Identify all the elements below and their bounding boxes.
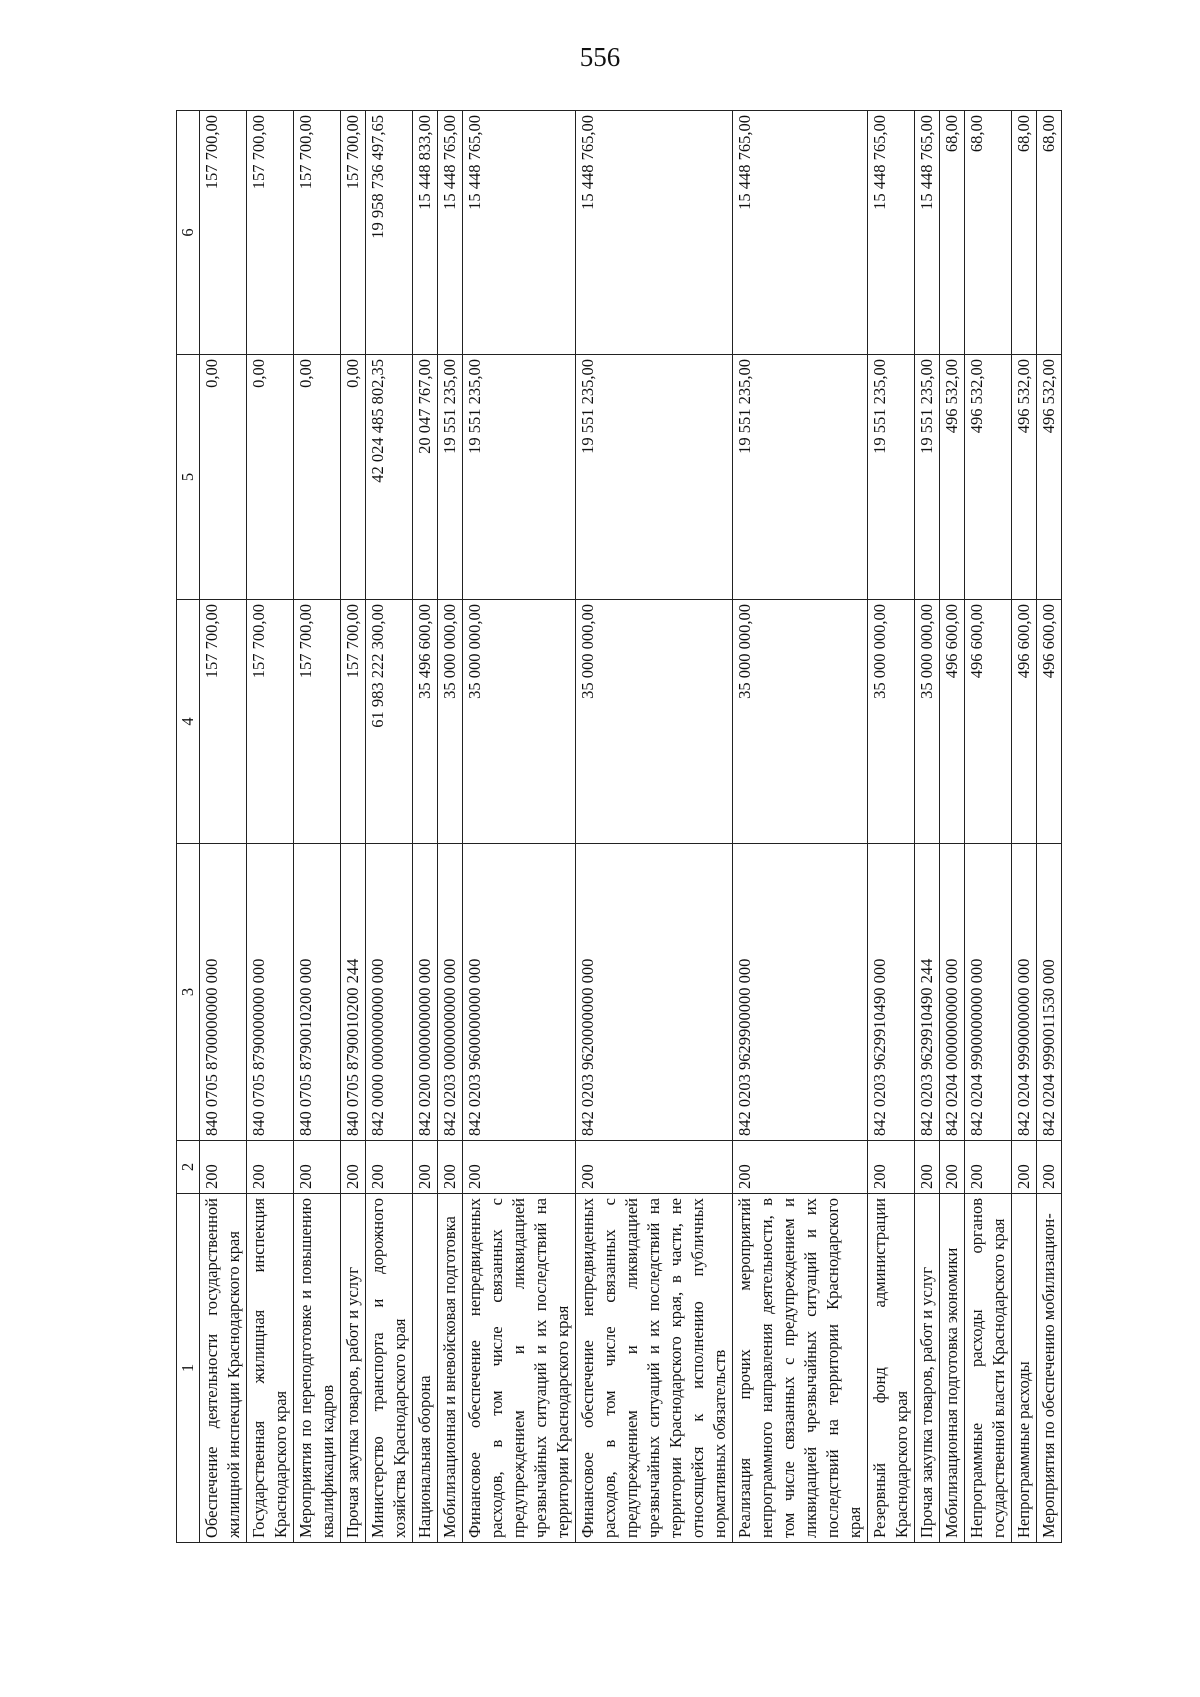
page-number: 556 <box>579 42 621 72</box>
table-row <box>463 111 576 1543</box>
cell-name: Министерство транспорта и дорожного хозяйства Краснодарского края <box>366 1194 413 1543</box>
cell-amount-executed: 496 532,00 <box>1037 355 1062 600</box>
cell-amount-executed: 19 551 235,00 <box>733 355 868 600</box>
cell-classification-code: 842 0203 0000000000 000 <box>438 844 463 1141</box>
cell-name: Прочая закупка товаров, работ и услуг <box>915 1194 940 1543</box>
cell-code: 200 <box>438 1141 463 1194</box>
cell-amount-executed: 19 551 235,00 <box>438 355 463 600</box>
cell-name: Мобилизационная подготовка экономики <box>940 1194 965 1543</box>
cell-amount-remaining: 15 448 833,00 <box>413 111 438 355</box>
cell-amount-executed: 42 024 485 802,35 <box>366 355 413 600</box>
cell-amount-executed: 0,00 <box>341 355 366 600</box>
column-header: 2 <box>177 1141 200 1194</box>
cell-classification-code: 842 0203 9620000000 000 <box>576 844 733 1141</box>
cell-code: 200 <box>463 1141 576 1194</box>
cell-amount-executed: 19 551 235,00 <box>576 355 733 600</box>
cell-name: Мероприятия по переподготовке и повышению квалификации кадров <box>294 1194 341 1543</box>
cell-amount-planned: 35 000 000,00 <box>463 600 576 844</box>
cell-classification-code: 842 0204 9990000000 000 <box>1012 844 1037 1141</box>
cell-amount-executed: 496 532,00 <box>940 355 965 600</box>
cell-amount-planned: 35 000 000,00 <box>576 600 733 844</box>
cell-code: 200 <box>200 1141 247 1194</box>
cell-classification-code: 840 0705 8790010200 244 <box>341 844 366 1141</box>
cell-classification-code: 842 0203 9629910490 000 <box>868 844 915 1141</box>
cell-amount-remaining: 15 448 765,00 <box>915 111 940 355</box>
cell-code: 200 <box>965 1141 1012 1194</box>
cell-amount-remaining: 15 448 765,00 <box>463 111 576 355</box>
table-row <box>247 111 294 1543</box>
cell-amount-planned: 157 700,00 <box>294 600 341 844</box>
cell-classification-code: 842 0203 9629910490 244 <box>915 844 940 1141</box>
table-row <box>915 111 940 1543</box>
cell-amount-planned: 35 000 000,00 <box>868 600 915 844</box>
cell-name: Мобилизационная и вневойсковая подготовка <box>438 1194 463 1543</box>
table-row <box>733 111 868 1543</box>
cell-name: Реализация прочих мероприятий непрограммного направления деятельности, в том числе связанных с предупреждением и ликвидацией чрезвычайных ситуаций и их последствий на территории Краснодарского края <box>733 1194 868 1543</box>
cell-amount-executed: 0,00 <box>247 355 294 600</box>
cell-amount-planned: 35 000 000,00 <box>438 600 463 844</box>
table-row <box>965 111 1012 1543</box>
cell-amount-remaining: 68,00 <box>1012 111 1037 355</box>
table-row <box>1012 111 1037 1543</box>
cell-amount-executed: 20 047 767,00 <box>413 355 438 600</box>
column-header: 1 <box>177 1194 200 1543</box>
table-row <box>438 111 463 1543</box>
table-row <box>413 111 438 1543</box>
cell-amount-remaining: 15 448 765,00 <box>733 111 868 355</box>
table-row <box>294 111 341 1543</box>
cell-amount-planned: 496 600,00 <box>940 600 965 844</box>
cell-amount-remaining: 15 448 765,00 <box>868 111 915 355</box>
cell-amount-remaining: 15 448 765,00 <box>576 111 733 355</box>
cell-classification-code: 842 0203 9629900000 000 <box>733 844 868 1141</box>
cell-amount-planned: 35 496 600,00 <box>413 600 438 844</box>
cell-amount-executed: 496 532,00 <box>1012 355 1037 600</box>
table-row <box>940 111 965 1543</box>
cell-amount-executed: 496 532,00 <box>965 355 1012 600</box>
cell-name: Государственная жилищная инспекция Краснодарского края <box>247 1194 294 1543</box>
rotated-table-container <box>176 111 1098 1543</box>
table-body <box>200 111 1062 1543</box>
cell-amount-remaining: 157 700,00 <box>247 111 294 355</box>
cell-classification-code: 842 0000 0000000000 000 <box>366 844 413 1141</box>
cell-code: 200 <box>1012 1141 1037 1194</box>
table-row <box>868 111 915 1543</box>
cell-amount-planned: 157 700,00 <box>200 600 247 844</box>
table-row <box>366 111 413 1543</box>
column-header: 6 <box>177 111 200 355</box>
cell-classification-code: 840 0705 8700000000 000 <box>200 844 247 1141</box>
cell-name: Обеспечение деятельности государственной жилищной инспекции Краснодарского края <box>200 1194 247 1543</box>
cell-code: 200 <box>915 1141 940 1194</box>
cell-amount-planned: 496 600,00 <box>965 600 1012 844</box>
cell-amount-planned: 157 700,00 <box>247 600 294 844</box>
cell-code: 200 <box>868 1141 915 1194</box>
cell-amount-planned: 496 600,00 <box>1012 600 1037 844</box>
cell-amount-remaining: 68,00 <box>940 111 965 355</box>
cell-amount-executed: 0,00 <box>200 355 247 600</box>
cell-classification-code: 842 0203 9600000000 000 <box>463 844 576 1141</box>
column-header: 5 <box>177 355 200 600</box>
cell-code: 200 <box>247 1141 294 1194</box>
column-header: 4 <box>177 600 200 844</box>
cell-code: 200 <box>341 1141 366 1194</box>
cell-amount-planned: 35 000 000,00 <box>733 600 868 844</box>
cell-classification-code: 842 0200 0000000000 000 <box>413 844 438 1141</box>
cell-code: 200 <box>733 1141 868 1194</box>
column-header: 3 <box>177 844 200 1141</box>
cell-amount-executed: 0,00 <box>294 355 341 600</box>
cell-code: 200 <box>413 1141 438 1194</box>
cell-name: Резервный фонд администрации Краснодарского края <box>868 1194 915 1543</box>
cell-amount-remaining: 157 700,00 <box>294 111 341 355</box>
cell-amount-planned: 61 983 222 300,00 <box>366 600 413 844</box>
cell-code: 200 <box>940 1141 965 1194</box>
cell-name: Непрограммные расходы органов государственной власти Краснодарского края <box>965 1194 1012 1543</box>
budget-table <box>176 110 1062 1543</box>
cell-amount-remaining: 68,00 <box>1037 111 1062 355</box>
table-row <box>576 111 733 1543</box>
cell-amount-planned: 35 000 000,00 <box>915 600 940 844</box>
cell-classification-code: 840 0705 8790000000 000 <box>247 844 294 1141</box>
cell-code: 200 <box>366 1141 413 1194</box>
cell-amount-remaining: 157 700,00 <box>341 111 366 355</box>
cell-amount-remaining: 19 958 736 497,65 <box>366 111 413 355</box>
cell-classification-code: 842 0204 0000000000 000 <box>940 844 965 1141</box>
cell-name: Непрограммные расходы <box>1012 1194 1037 1543</box>
cell-code: 200 <box>576 1141 733 1194</box>
cell-amount-executed: 19 551 235,00 <box>915 355 940 600</box>
cell-amount-remaining: 157 700,00 <box>200 111 247 355</box>
table-row <box>1037 111 1062 1543</box>
cell-name: Прочая закупка товаров, работ и услуг <box>341 1194 366 1543</box>
cell-code: 200 <box>1037 1141 1062 1194</box>
cell-amount-remaining: 15 448 765,00 <box>438 111 463 355</box>
table-header-row <box>177 111 200 1543</box>
cell-classification-code: 842 0204 9900000000 000 <box>965 844 1012 1141</box>
cell-name: Национальная оборона <box>413 1194 438 1543</box>
cell-classification-code: 840 0705 8790010200 000 <box>294 844 341 1141</box>
cell-name: Финансовое обеспечение непредвиденных расходов, в том числе связанных с предупреждением и ликвидацией чрезвычайных ситуаций и их последствий на территории Краснодарского края, в части, не относящейся к исполнению публичных нормативных обязательств <box>576 1194 733 1543</box>
cell-amount-planned: 496 600,00 <box>1037 600 1062 844</box>
cell-classification-code: 842 0204 9990011530 000 <box>1037 844 1062 1141</box>
cell-name: Финансовое обеспечение непредвиденных расходов, в том числе связанных с предупреждением и ликвидацией чрезвычайных ситуаций и их последствий на территории Краснодарского края <box>463 1194 576 1543</box>
table-row <box>341 111 366 1543</box>
cell-code: 200 <box>294 1141 341 1194</box>
cell-amount-planned: 157 700,00 <box>341 600 366 844</box>
cell-amount-executed: 19 551 235,00 <box>463 355 576 600</box>
cell-name: Мероприятия по обеспечению мобилизацион- <box>1037 1194 1062 1543</box>
table-row <box>200 111 247 1543</box>
cell-amount-remaining: 68,00 <box>965 111 1012 355</box>
cell-amount-executed: 19 551 235,00 <box>868 355 915 600</box>
